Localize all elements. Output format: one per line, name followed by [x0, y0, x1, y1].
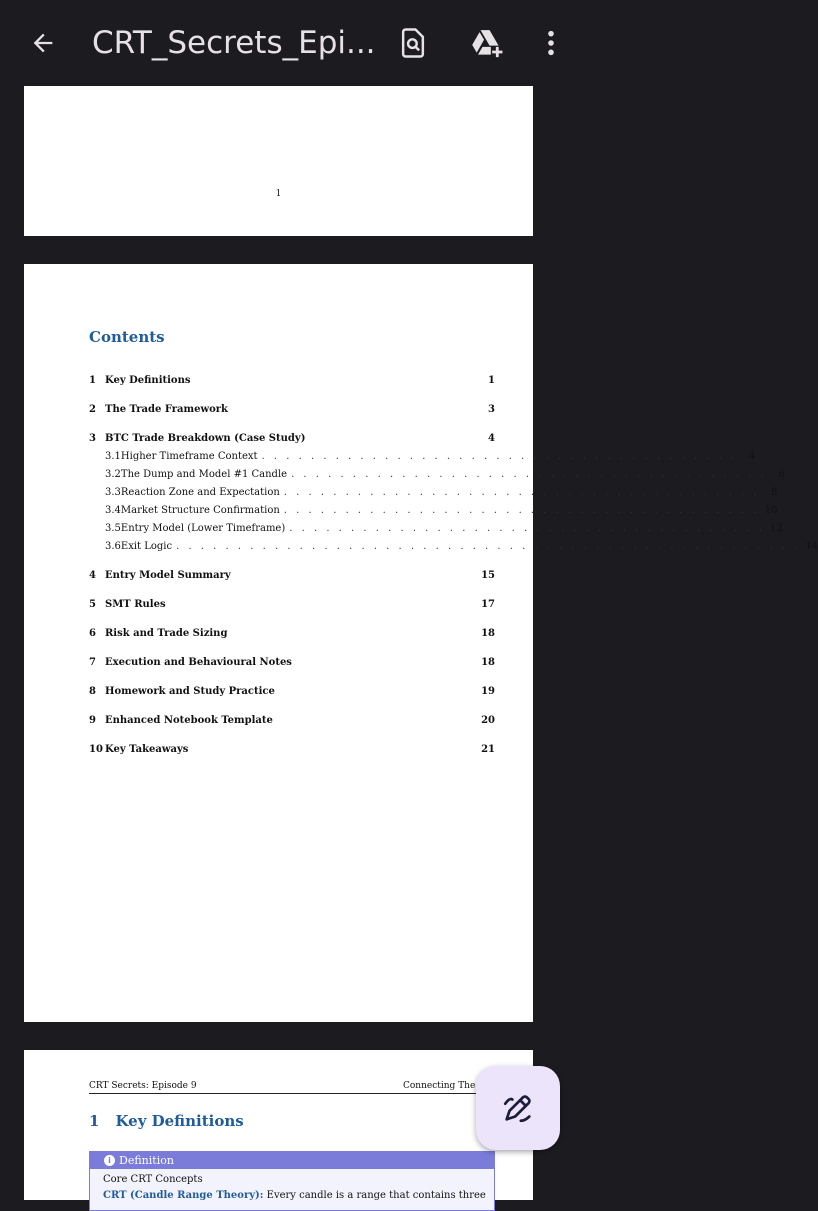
toc-subentry[interactable]	[89, 485, 778, 499]
toc-entry-page: 19	[481, 685, 495, 697]
toc-leader-dots: . . . . . . . . . . . . . . . . . . . . . . . . . . . . . . . . . . . . . . .	[289, 522, 766, 534]
toc-entry-number: 3.1	[105, 450, 121, 462]
toc-entry-label: SMT Rules	[105, 598, 166, 610]
toc-entry[interactable]	[89, 713, 495, 727]
toc-entry-number: 1	[89, 374, 96, 386]
toc-entry[interactable]	[89, 597, 495, 611]
section-heading	[89, 1112, 244, 1130]
toc-entry-page: 10	[764, 504, 778, 516]
toc-entry-number: 3.6	[105, 540, 121, 552]
toc-leader-dots: . . . . . . . . . . . . . . . . . . . . . . . . . . . . . . . . . . . . . . .	[283, 486, 760, 498]
toc-entry-label: Key Takeaways	[105, 743, 189, 755]
toc-entry-number: 3	[89, 432, 96, 444]
toc-leader-dots: . . . . . . . . . . . . . . . . . . . . . . . . . . . . . . . . . . . . . . . . . . . . . . . . . . .	[176, 540, 801, 552]
annotate-fab-button[interactable]	[476, 1066, 560, 1150]
definition-box	[89, 1151, 495, 1211]
pdf-page-contents	[24, 264, 818, 1022]
toc-entry[interactable]	[89, 742, 495, 756]
toc-entry[interactable]	[89, 568, 495, 582]
toc-entry-label: The Dump and Model #1 Candle	[120, 468, 288, 480]
toc-entry-page: 20	[481, 714, 495, 726]
toc-entry-label: The Trade Framework	[105, 403, 228, 415]
running-header-right: Connecting The	[403, 1081, 476, 1091]
toc-entry-label: Exit Logic	[120, 540, 173, 552]
definition-text	[103, 1190, 486, 1201]
toc-entry-label: Higher Timeframe Context	[120, 450, 258, 462]
definition-label: Definition	[119, 1154, 174, 1167]
toc-leader-dots: . . . . . . . . . . . . . . . . . . . . . . . . . . . . . . . . . . . . . . .	[291, 468, 767, 480]
toc-entry-label: Reaction Zone and Expectation	[120, 486, 280, 498]
toc-entry-page: 3	[488, 403, 495, 415]
info-icon: i	[104, 1155, 115, 1166]
toc-leader-dots: . . . . . . . . . . . . . . . . . . . . . . . . . . . . . . . . . . . . . . .	[283, 504, 760, 516]
definition-term: CRT (Candle Range Theory):	[103, 1190, 264, 1201]
drive-add-icon	[469, 27, 505, 59]
toc-entry[interactable]	[89, 431, 495, 445]
toc-entry-label: Risk and Trade Sizing	[105, 627, 228, 639]
toc-entry-label: Enhanced Notebook Template	[105, 714, 273, 726]
toc-entry-number: 3.4	[105, 504, 121, 516]
toc-entry-number: 3.2	[105, 468, 121, 480]
toc-entry-number: 6	[89, 627, 96, 639]
toc-subentry[interactable]	[89, 539, 818, 553]
app-bar	[0, 0, 585, 86]
toc-entry[interactable]	[89, 684, 495, 698]
toc-subentry[interactable]	[89, 503, 778, 517]
document-title: CRT_Secrets_Epi...	[92, 25, 376, 61]
section-title: Key Definitions	[115, 1112, 244, 1130]
toc-entry-number: 7	[89, 656, 96, 668]
toc-entry-page: 17	[481, 598, 495, 610]
toc-entry-page: 18	[481, 656, 495, 668]
definition-header	[90, 1152, 494, 1169]
running-header-left: CRT Secrets: Episode 9	[89, 1081, 197, 1091]
toc-entry-number: 4	[89, 569, 96, 581]
search-document-button[interactable]	[392, 22, 434, 64]
search-document-icon	[398, 27, 428, 59]
toc-entry-number: 8	[89, 685, 96, 697]
toc-entry-number: 3.5	[105, 522, 121, 534]
toc-entry-label: Entry Model (Lower Timeframe)	[120, 522, 286, 534]
toc-entry-page: 8	[771, 486, 778, 498]
pdf-page-key-definitions	[24, 1050, 533, 1200]
toc-entry-page: 14	[805, 540, 818, 552]
back-arrow-icon	[29, 29, 57, 57]
toc-entry-label: Homework and Study Practice	[105, 685, 275, 697]
toc-subentry[interactable]	[89, 521, 784, 535]
toc-entry-number: 10	[89, 743, 103, 755]
toc-leader-dots: . . . . . . . . . . . . . . . . . . . . . . . . . . . . . . . . . . . . . . .	[261, 450, 738, 462]
more-vert-icon	[547, 29, 555, 57]
pdf-page-1	[24, 86, 533, 236]
toc-entry-page: 18	[481, 627, 495, 639]
toc-entry-number: 9	[89, 714, 96, 726]
section-number: 1	[89, 1112, 100, 1130]
definition-subtitle: Core CRT Concepts	[103, 1174, 203, 1185]
more-options-button[interactable]	[530, 22, 572, 64]
toc-entry-page: 12	[770, 522, 784, 534]
toc-entry-page: 6	[778, 468, 785, 480]
toc-entry-label: Key Definitions	[105, 374, 191, 386]
toc-subentry[interactable]	[89, 449, 756, 463]
toc-entry-number: 3.3	[105, 486, 121, 498]
toc-entry[interactable]	[89, 373, 495, 387]
header-rule	[89, 1093, 495, 1094]
toc-entry-label: Execution and Behavioural Notes	[105, 656, 292, 668]
contents-heading: Contents	[89, 328, 165, 346]
toc-entry-number: 2	[89, 403, 96, 415]
add-to-drive-button[interactable]	[466, 22, 508, 64]
toc-entry[interactable]	[89, 402, 495, 416]
toc-entry-page: 1	[488, 374, 495, 386]
toc-entry-label: Market Structure Confirmation	[120, 504, 280, 516]
page-number: 1	[275, 189, 282, 199]
toc-entry-page: 21	[481, 743, 495, 755]
back-button[interactable]	[22, 22, 64, 64]
toc-entry-page: 4	[748, 450, 756, 462]
toc-entry-number: 5	[89, 598, 96, 610]
toc-entry-page: 4	[488, 432, 495, 444]
toc-entry[interactable]	[89, 655, 495, 669]
definition-body: Every candle is a range that contains three	[263, 1190, 486, 1201]
toc-entry-label: BTC Trade Breakdown (Case Study)	[105, 432, 306, 444]
toc-entry-label: Entry Model Summary	[105, 569, 231, 581]
pen-edit-icon	[501, 1091, 535, 1125]
toc-subentry[interactable]	[89, 467, 785, 481]
toc-entry-page: 15	[481, 569, 495, 581]
toc-entry[interactable]	[89, 626, 495, 640]
